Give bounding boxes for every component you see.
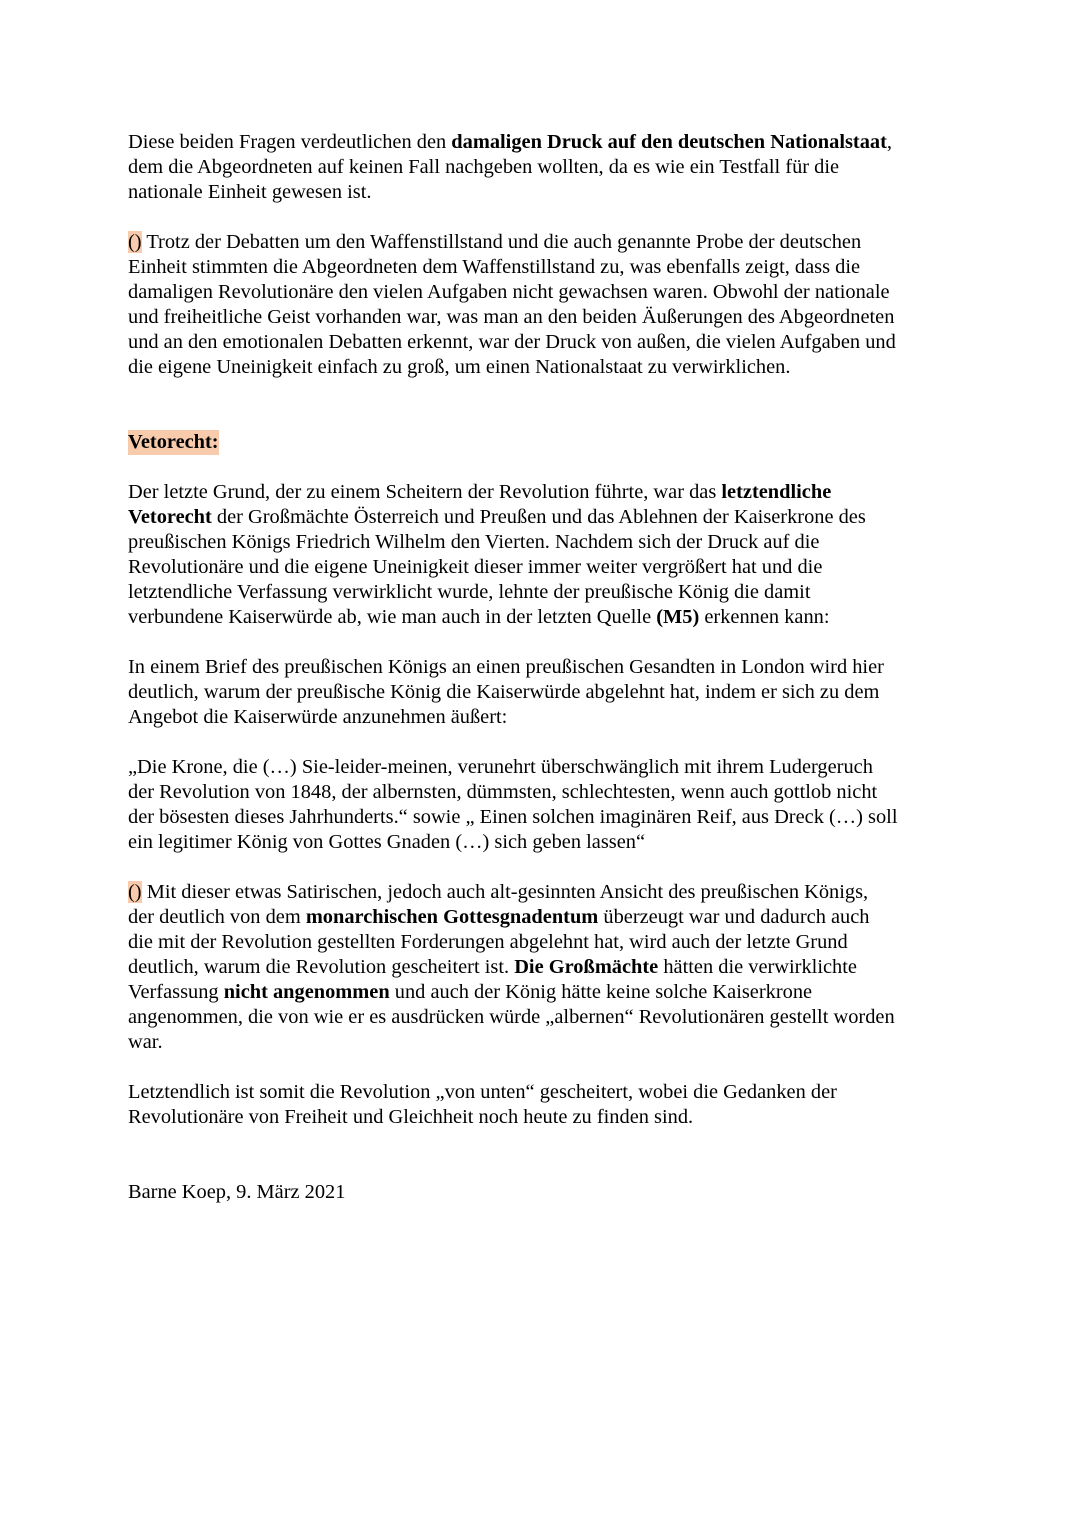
paragraph-armistice-conclusion bbox=[128, 230, 958, 380]
section-heading-vetorecht: Vetorecht: bbox=[128, 431, 219, 453]
text-run: Diese beiden Fragen verdeutlichen den bbox=[128, 131, 452, 153]
text-run: verbundene Kaiserwürde ab, wie man auch in der letzten Quelle bbox=[128, 606, 657, 628]
text-line bbox=[128, 305, 958, 330]
text-line bbox=[128, 830, 958, 855]
paragraph-king-view bbox=[128, 880, 958, 1055]
text-line bbox=[128, 330, 958, 355]
text-line bbox=[128, 905, 958, 930]
text-run: der Revolution von 1848, der albernsten, dümmsten, schlechtesten, wenn auch gottlob nicht bbox=[128, 781, 878, 803]
text-line bbox=[128, 880, 958, 905]
text-run: Letztendlich ist somit die Revolution „von unten“ gescheitert, wobei die Gedanken der bbox=[128, 1081, 837, 1103]
text-run: Trotz der Debatten um den Waffenstillstand und die auch genannte Probe der deutschen bbox=[141, 231, 862, 253]
text-run: deutlich, warum der preußische König die Kaiserwürde abgelehnt hat, indem er sich zu dem bbox=[128, 681, 880, 703]
paragraph-conclusion bbox=[128, 1080, 958, 1130]
text-line bbox=[128, 280, 958, 305]
text-line bbox=[128, 780, 958, 805]
text-run: die mit der Revolution gestellten Forderungen abgelehnt hat, wird auch der letzte Grund bbox=[128, 931, 848, 953]
text-run: erkennen kann: bbox=[699, 606, 830, 628]
text-run: preußischen Königs Friedrich Wilhelm den Vierten. Nachdem sich der Druck auf die bbox=[128, 531, 820, 553]
text-line bbox=[128, 1080, 958, 1105]
text-run: die eigene Uneinigkeit einfach zu groß, um einen Nationalstaat zu verwirklichen. bbox=[128, 356, 791, 378]
text-run: ein legitimer König von Gottes Gnaden (…) sich geben lassen“ bbox=[128, 831, 645, 853]
paragraph-letter-intro bbox=[128, 655, 958, 730]
text-line bbox=[128, 655, 958, 680]
text-run: Verfassung bbox=[128, 981, 224, 1003]
text-line bbox=[128, 955, 958, 980]
text-run: Revolutionäre von Freiheit und Gleichheit noch heute zu finden sind. bbox=[128, 1106, 694, 1128]
text-line bbox=[128, 1005, 958, 1030]
text-line bbox=[128, 805, 958, 830]
text-line bbox=[128, 680, 958, 705]
text-line bbox=[128, 355, 958, 380]
author-signature-line: Barne Koep, 9. März 2021 bbox=[128, 1181, 346, 1203]
text-run: dem die Abgeordneten auf keinen Fall nachgeben wollten, da es wie ein Testfall für die bbox=[128, 156, 840, 178]
text-run: , bbox=[886, 131, 893, 153]
text-line bbox=[128, 480, 958, 505]
text-run: Einheit stimmten die Abgeordneten dem Waffenstillstand zu, was ebenfalls zeigt, dass die bbox=[128, 256, 861, 278]
document-page bbox=[128, 130, 958, 1205]
text-line bbox=[128, 530, 958, 555]
text-run: und an den emotionalen Debatten erkennt, war der Druck von außen, die vielen Aufgaben und bbox=[128, 331, 896, 353]
text-run: nationale Einheit gewesen ist. bbox=[128, 181, 372, 203]
text-run: letztendliche Verfassung verwirklicht wurde, lehnte der preußische König die damit bbox=[128, 581, 811, 603]
text-run: In einem Brief des preußischen Königs an einen preußischen Gesandten in London wird hier bbox=[128, 656, 884, 678]
text-line bbox=[128, 505, 958, 530]
text-run: angenommen, die von wie er es ausdrücken würde „albernen“ Revolutionären gestellt worden bbox=[128, 1006, 895, 1028]
paragraph-veto-reason bbox=[128, 480, 958, 630]
text-run: „Die Krone, die (…) Sie-leider-meinen, verunehrt überschwänglich mit ihrem Ludergeruch bbox=[128, 756, 873, 778]
text-line bbox=[128, 130, 958, 155]
text-line bbox=[128, 180, 958, 205]
text-run: Der letzte Grund, der zu einem Scheitern der Revolution führte, war das bbox=[128, 481, 722, 503]
text-line bbox=[128, 755, 958, 780]
text-run: hätten die verwirklichte bbox=[658, 956, 857, 978]
text-run: Angebot die Kaiserwürde anzunehmen äußert: bbox=[128, 706, 508, 728]
text-run: der bösesten dieses Jahrhunderts.“ sowie „ Einen solchen imaginären Reif, aus Dreck (…) soll bbox=[128, 806, 898, 828]
text-line bbox=[128, 605, 958, 630]
bold-text: Vetorecht bbox=[128, 506, 212, 528]
text-run: Revolutionäre und die eigene Uneinigkeit dieser immer weiter vergrößert hat und die bbox=[128, 556, 823, 578]
highlight-marker: () bbox=[128, 231, 142, 253]
text-line bbox=[128, 580, 958, 605]
text-run: der deutlich von dem bbox=[128, 906, 306, 928]
text-run: und auch der König hätte keine solche Kaiserkrone bbox=[389, 981, 813, 1003]
text-run: damaligen Revolutionäre den vielen Aufgaben nicht gewachsen waren. Obwohl der nationale bbox=[128, 281, 890, 303]
bold-text: Die Großmächte bbox=[514, 956, 659, 978]
text-line bbox=[128, 555, 958, 580]
highlight-marker: () bbox=[128, 881, 142, 903]
text-run: deutlich, warum die Revolution gescheitert ist. bbox=[128, 956, 515, 978]
paragraph-quote bbox=[128, 755, 958, 855]
bold-text: (M5) bbox=[656, 606, 700, 628]
section-heading-block bbox=[128, 430, 958, 455]
text-line bbox=[128, 155, 958, 180]
bold-text: damaligen Druck auf den deutschen Nationalstaat bbox=[451, 131, 887, 153]
paragraph-pressure-nationalstate bbox=[128, 130, 958, 205]
bold-text: letztendliche bbox=[721, 481, 832, 503]
text-line bbox=[128, 230, 958, 255]
text-run: war. bbox=[128, 1031, 163, 1053]
text-line bbox=[128, 980, 958, 1005]
text-line bbox=[128, 1105, 958, 1130]
text-run: überzeugt war und dadurch auch bbox=[598, 906, 870, 928]
text-run: und freiheitliche Geist vorhanden war, was man an den beiden Äußerungen des Abgeordneten bbox=[128, 306, 895, 328]
bold-text: monarchischen Gottesgnadentum bbox=[305, 906, 599, 928]
text-line bbox=[128, 705, 958, 730]
text-line bbox=[128, 930, 958, 955]
text-run: Mit dieser etwas Satirischen, jedoch auch alt-gesinnten Ansicht des preußischen Königs, bbox=[141, 881, 869, 903]
text-run: der Großmächte Österreich und Preußen und das Ablehnen der Kaiserkrone des bbox=[211, 506, 866, 528]
text-line bbox=[128, 1030, 958, 1055]
bold-text: nicht angenommen bbox=[223, 981, 390, 1003]
text-line bbox=[128, 255, 958, 280]
